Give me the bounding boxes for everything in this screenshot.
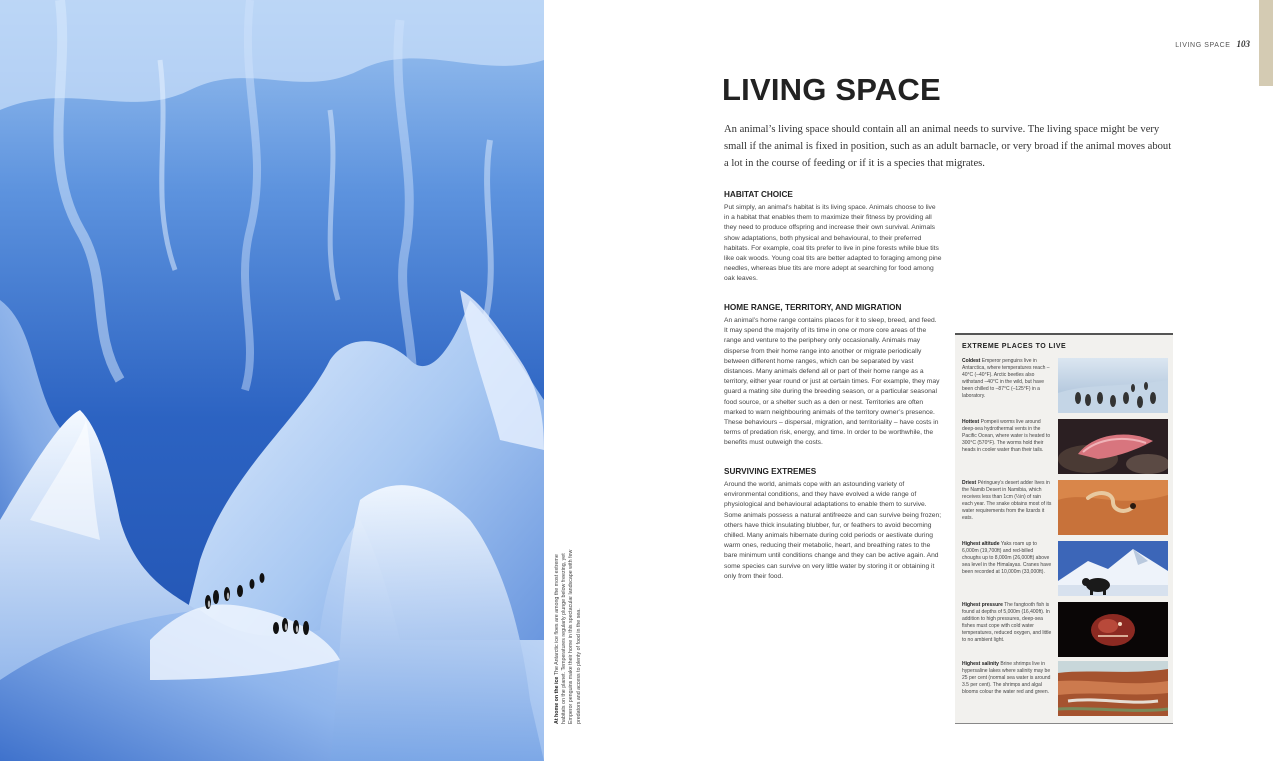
sidebar-item-text bbox=[962, 358, 1052, 401]
section-heading-habitat-choice: HABITAT CHOICE bbox=[724, 190, 793, 199]
sidebar-item-desc: Péringuey’s desert adder lives in the Namib Desert in Namibia, which receives less than 1cm (½in) of rain each year. The snake obtains most of its water requirements from the lizards it eats. bbox=[962, 480, 1052, 522]
sidebar-item-desc: Pompeii worms live around deep-sea hydrothermal vents in the Pacific Ocean, where water is heated to 300°C (570°F). The worms hold their heads in cooler water than their tails. bbox=[962, 419, 1051, 454]
sidebar-item-coldest bbox=[962, 358, 1170, 414]
photo-caption-body: The Antarctic ice floes are among the most extreme habitats on the planet. Temperatures regularly plunge below freezing, yet Emperor penguins make their home in this spectacular landscape with few predators and access to plenty of food in the sea. bbox=[554, 549, 582, 724]
sidebar-title: EXTREME PLACES TO LIVE bbox=[962, 343, 1067, 350]
sidebar-item-hottest bbox=[962, 419, 1170, 475]
sidebar-item-text bbox=[962, 419, 1052, 454]
sidebar-item-desc: Emperor penguins live in Antarctica, where temperatures reach –40°C (–40°F). Arctic beetles also withstand –40°C in the wild, but have been chilled to –87°C (–125°F) in a laboratory. bbox=[962, 358, 1050, 400]
pompeii-worm-thumbnail bbox=[1058, 419, 1168, 474]
intro-paragraph: An animal’s living space should contain all an animal needs to survive. The living space might be very small if the animal is fixed in position, such as an adult barnacle, or very broad if the animal moves about a lot in the course of feeding or if it is a species that migrates. bbox=[724, 124, 1172, 169]
sidebar-item-text bbox=[962, 602, 1052, 645]
chapter-tab bbox=[1259, 0, 1273, 86]
sidebar-item-text bbox=[962, 480, 1052, 523]
sidebar-item-highest-salinity bbox=[962, 661, 1170, 717]
page-title: LIVING SPACE bbox=[722, 72, 941, 107]
sidebar-item-highest-altitude bbox=[962, 541, 1170, 597]
sidebar-item-text bbox=[962, 541, 1052, 576]
section-heading-surviving-extremes: SURVIVING EXTREMES bbox=[724, 467, 817, 476]
section-heading-home-range: HOME RANGE, TERRITORY, AND MIGRATION bbox=[724, 303, 902, 312]
sidebar-item-label: Driest bbox=[962, 480, 977, 486]
sidebar-item-desc: Yaks roam up to 6,000m (19,700ft) and red-billed choughs up to 8,000m (26,000ft) above sea level in the Himalayas. Cranes have been recorded at 10,000m (33,000ft). bbox=[962, 541, 1052, 576]
running-head bbox=[1130, 39, 1250, 49]
sidebar-item-text bbox=[962, 661, 1052, 696]
sidebar-item-highest-pressure bbox=[962, 602, 1170, 658]
sidebar-item-label: Highest pressure bbox=[962, 602, 1003, 608]
sidebar-item-label: Highest altitude bbox=[962, 541, 1000, 547]
sidebar-item-desc: Brine shrimps live in hypersaline lakes where salinity may be 25 per cent (normal sea water is around 3.5 per cent). The shrimps and algal blooms colour the water red and green. bbox=[962, 661, 1051, 696]
photo-caption-label: At home on the ice bbox=[554, 676, 560, 724]
sidebar-item-label: Coldest bbox=[962, 358, 981, 364]
section-body-habitat-choice: Put simply, an animal’s habitat is its living space. Animals choose to live in a habitat that enables them to maximize their fitness by providing all they need to produce offspring and increase their own survival. Animals show adaptations, both physical and behavioural, to their preferred habitats. For example, coal tits prefer to live in pine forests while blue tits like oak woods. Young coal tits are better adapted to foraging among pine needles, whereas blue tits are more adept at searching for food among oak leaves. bbox=[724, 204, 942, 283]
sidebar-item-desc: The fangtooth fish is found at depths of 5,000m (16,400ft). In addition to high pressures, deep-sea fishes must cope with cold water temperatures, reduced oxygen, and little to no ambient light. bbox=[962, 602, 1052, 644]
sidebar-item-driest bbox=[962, 480, 1170, 536]
section-body-surviving-extremes: Around the world, animals cope with an astounding variety of environmental conditions, and they have evolved a wide range of physiological and behavioural adaptations to enable them to survive. Some animals possess a natural antifreeze and can survive being frozen; others have thick insulating blubber, fur, or feathers to avoid becoming chilled. Many animals hibernate during cold periods or aestivate during warm ones, reducing their metabolic, heart, and breathing rates to the bare minimum until conditions change and they can be active again. And some species can survive on very little water by storing it or obtaining it only from their food. bbox=[724, 481, 942, 580]
sidebar-item-label: Hottest bbox=[962, 419, 980, 425]
photo-caption-text bbox=[554, 548, 583, 724]
section-body-home-range: An animal’s home range contains places for it to sleep, breed, and feed. It may spend the majority of its time in one or more core areas of the range and venture to the periphery only occasionally. Animals may disperse from their home range into another or migrate periodically between different home ranges, which can be separated by vast distances. Many animals defend all or part of their home range as a territory, either year round or just at certain times. For example, they may guard a mating site during the breeding season, or a particular seasonal food source, or a shelter such as a den or nest. Territories are often marked to warn neighbouring animals of the territory owner’s presence. These behaviours – dispersal, migration, and territoriality – have costs in terms of predation risk, energy, and time. In order to be worthwhile, the benefits must outweigh the costs. bbox=[724, 317, 940, 447]
extreme-places-sidebar bbox=[955, 333, 1173, 724]
photo-caption bbox=[554, 548, 594, 724]
page-number: 103 bbox=[1236, 39, 1250, 49]
yak-mountain-thumbnail bbox=[1058, 541, 1168, 596]
salt-lake-thumbnail bbox=[1058, 661, 1168, 716]
sidebar-item-label: Highest salinity bbox=[962, 661, 999, 667]
penguins-blizzard-thumbnail bbox=[1058, 358, 1168, 413]
fangtooth-fish-thumbnail bbox=[1058, 602, 1168, 657]
ice-penguin-photo bbox=[0, 0, 544, 761]
running-title: LIVING SPACE bbox=[1175, 42, 1231, 49]
desert-adder-thumbnail bbox=[1058, 480, 1168, 535]
